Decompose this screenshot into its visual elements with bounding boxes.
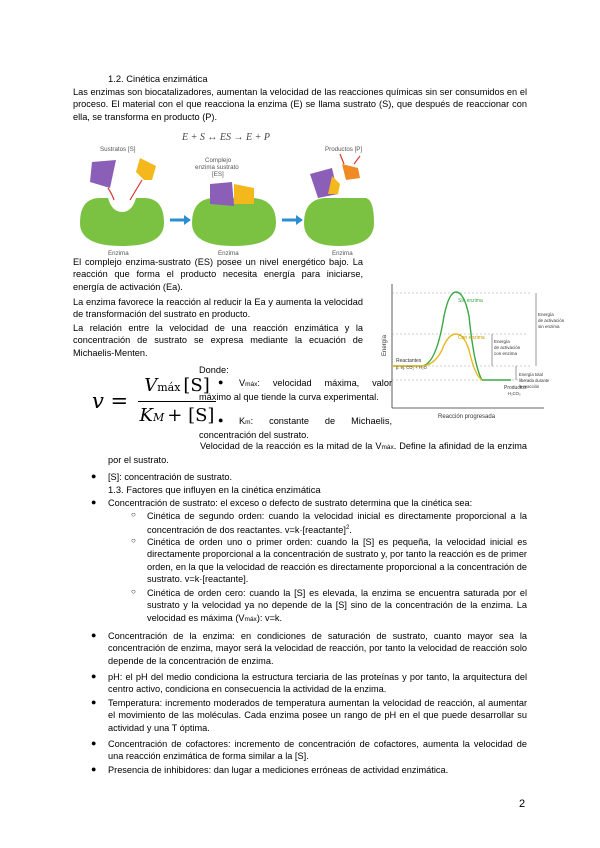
bullet-s: ●	[91, 471, 97, 481]
relation-paragraph: La relación entre la velocidad de una reacción enzimática y la concentración de sustrato se expresa mediante la ecuación de Michaelis-Menten.	[73, 323, 363, 358]
label-enzyme-1: Enzima	[108, 250, 129, 257]
factor-inhibitors: Presencia de inhibidores: dan lugar a mediciones erróneas de actividad enzimática.	[108, 765, 449, 775]
enzyme-shape-2	[192, 198, 276, 246]
complex-purple	[210, 182, 234, 206]
label-products-1: Productos	[504, 385, 527, 391]
bullet-vmax: ●	[218, 377, 224, 387]
factor-substrate: Concentración de sustrato: el exceso o defecto de sustrato determina que la cinética sea:	[108, 498, 473, 508]
bind-arrow-1	[108, 188, 114, 200]
label-no-enzyme: Sin enzima	[458, 298, 483, 304]
page-number: 2	[519, 798, 526, 810]
label-products-2: H₂CO₃	[508, 391, 521, 396]
vmax-definition: Vmáx: velocidad máxima, valor máximo al que tiende la curva experimental.	[199, 378, 392, 403]
label-complex-1: Complejo	[205, 157, 232, 164]
bullet-ph: ●	[91, 671, 97, 681]
kinetics-first-order: Cinética de orden uno o primer orden: cuando la [S] es pequeña, la velocidad inicial es directamente proporcional a la concentración de sustrato y, por tanto la reacción es de primer orden, en la que la velocidad de reacción es directamente proporcional a la concentración de sustrato. v=k·[reactante].	[147, 537, 527, 585]
energy-xlabel: Reacción progresada	[438, 414, 496, 420]
figure-equation: E + S ↔ ES → E + P	[182, 132, 270, 143]
velocity-definition: Velocidad de la reacción es la mitad de la Vmáx. Define la afinidad de la enzima por el sustrato.	[108, 441, 528, 466]
bullet-km: ●	[218, 415, 224, 425]
release-arrow-1	[340, 154, 344, 164]
complex-paragraph: El complejo enzima-sustrato (ES) posee un nivel energético bajo. La reacción que forma el producto necesita energía para iniciarse, energía de activación (Ea).	[73, 257, 363, 292]
label-enzyme-2: Enzima	[218, 250, 239, 257]
bullet-temperature: ●	[91, 697, 97, 707]
label-ea-enzyme-3: con enzima	[494, 351, 518, 356]
factor-enzyme-concentration: Concentración de la enzima: en condiciones de saturación de sustrato, cuanto mayor sea la concentración de enzima, mayor será la velocidad de reacción, por tanto la velocidad de reacción solo depende de la concentración de enzima.	[108, 631, 527, 666]
kinetics-zero-order: Cinética de orden cero: cuando la [S] es elevada, la enzima se encuentra saturada por el sustrato y la velocidad ya no depende de la [S] sino de la concentración de la enzima. La velocidad es máxima (Vmáx): v=k.	[147, 588, 527, 623]
circle-bullet-zero: ○	[131, 587, 136, 596]
product-orange	[342, 164, 360, 180]
label-products: Productos [P]	[325, 146, 363, 153]
formula-lhs: v =	[92, 389, 129, 413]
formula-numerator: Vmáx [S]	[144, 375, 210, 396]
factor-temperature: Temperatura: incremento moderados de temperatura aumentan la velocidad de reacción, al aumentar el movimiento de las moléculas. Cada enzima posee un rango de pH en el que puede desarrollar su actividad y una T óptima.	[108, 698, 527, 733]
label-total-3: la reacción	[519, 384, 540, 389]
label-activation-2: de activación	[538, 318, 565, 323]
s-definition: [S]: concentración de sustrato.	[108, 472, 233, 482]
circle-bullet-first: ○	[131, 536, 136, 545]
label-with-enzyme: Con enzima	[458, 335, 485, 341]
label-enzyme-3: Enzima	[332, 250, 353, 257]
label-ea-enzyme-2: de activación	[494, 345, 521, 350]
label-ea-enzyme-1: Energía	[494, 339, 510, 344]
section-12-title: 1.2. Cinética enzimática	[108, 73, 208, 84]
formula-denominator: KM + [S]	[139, 405, 215, 426]
factor-cofactors: Concentración de cofactores: incremento de concentración de cofactores, aumenta la velocidad de una reacción enzimática de forma similar a la [S].	[108, 739, 527, 762]
bullet-substrate: ●	[91, 497, 97, 507]
substrate-purple	[90, 160, 116, 188]
label-total-2: liberada durante	[519, 378, 550, 383]
circle-bullet-second: ○	[131, 510, 136, 519]
complex-yellow	[234, 184, 254, 204]
label-total-1: Energía total	[519, 372, 543, 377]
bullet-cofactors: ●	[91, 738, 97, 748]
label-reactants-1: Reactantes	[396, 358, 422, 364]
section-13-title: 1.3. Factores que influyen en la cinética enzimática	[108, 484, 321, 495]
intro-paragraph: Las enzimas son biocatalizadores, aumentan la velocidad de las reacciones químicas sin ser consumidos en el proceso. El material con el que reacciona la enzima (E) se llama sustrato (S), que después de reaccionar con ella, se transforma en producto (P).	[73, 87, 527, 122]
label-activation-3: sin enzima	[538, 324, 560, 329]
enzyme-substrate-figure	[70, 128, 375, 256]
bullet-inhibitors: ●	[91, 764, 97, 774]
enzyme-shape-1	[80, 198, 164, 246]
favor-paragraph: La enzima favorece la reacción al reducir la Ea y aumenta la velocidad de transformación del sustrato en producto.	[73, 297, 363, 320]
release-arrow-2	[354, 156, 360, 164]
label-substrates: Sustratos [S]	[100, 146, 136, 153]
km-definition: Km: constante de Michaelis, concentración del sustrato.	[199, 416, 392, 441]
where-label: Donde:	[199, 365, 229, 375]
energy-diagram	[376, 276, 565, 421]
label-reactants-2: p. ej. CO₂ + H₂O	[396, 365, 427, 370]
kinetics-second-order: Cinética de segundo orden: cuando la velocidad inicial es directamente proporcional a la concentración de dos reactantes. v=k·[reactante]$^2$.	[147, 511, 527, 536]
enzyme-shape-3	[304, 198, 374, 246]
energy-ylabel: Energía	[382, 334, 388, 356]
bind-arrow-2	[130, 180, 142, 200]
bullet-enzyme-conc: ●	[91, 630, 97, 640]
factor-ph: pH: el pH del medio condiciona la estructura terciaria de las proteínas y por tanto, la arquitectura del centro activo, condiciona en consecuencia la actividad de la enzima.	[108, 672, 527, 695]
label-activation-1: Energía	[538, 312, 554, 317]
label-complex-3: [ES]	[212, 171, 224, 178]
label-complex-2: enzima sustrato	[195, 164, 239, 171]
substrate-yellow	[136, 158, 156, 180]
